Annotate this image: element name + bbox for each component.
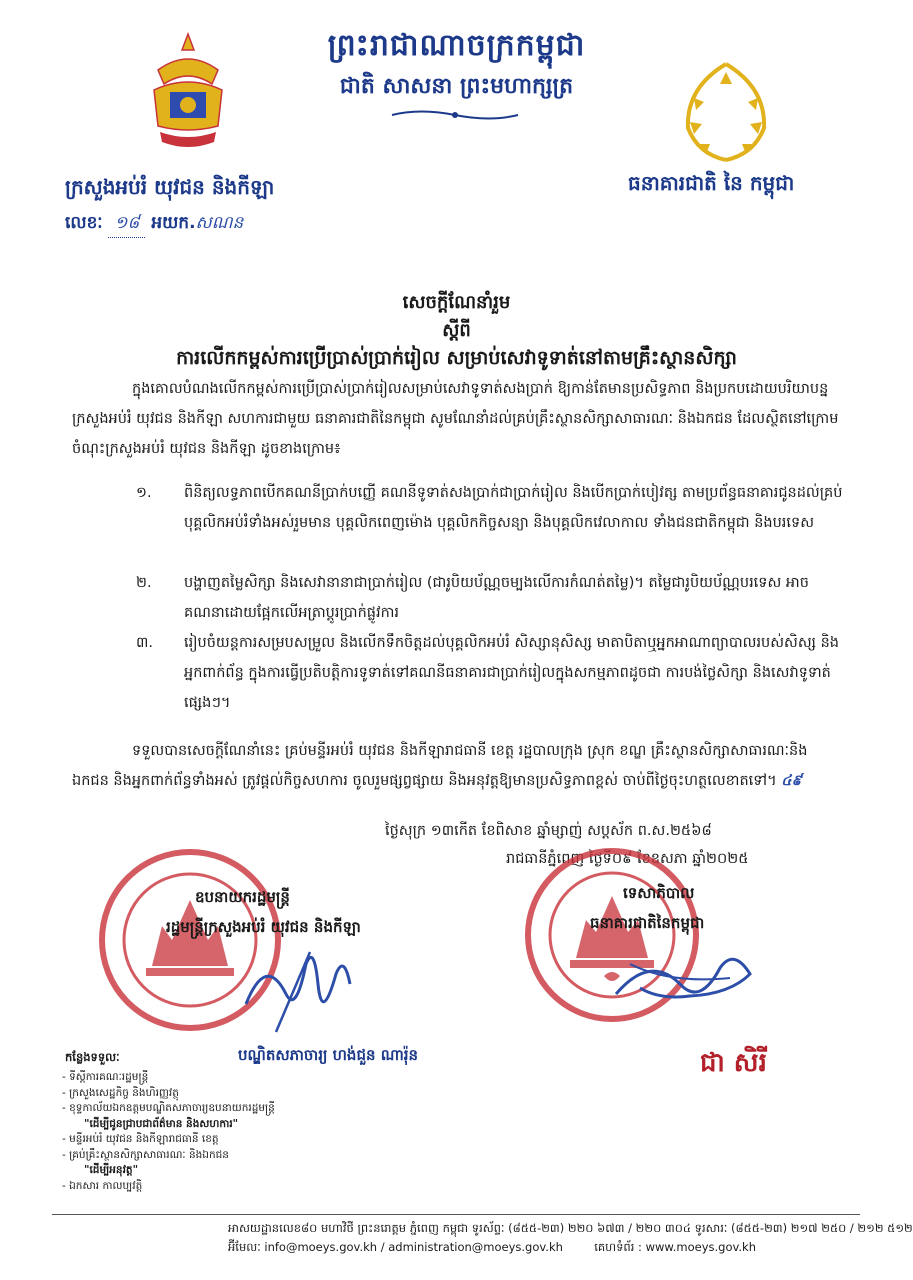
ref-suffix-value: សណន bbox=[195, 213, 244, 233]
footer-divider bbox=[52, 1214, 860, 1215]
right-signatory-title: ទេសាភិបាល bbox=[623, 884, 695, 902]
left-signatory-role: រដ្ឋមន្ត្រីក្រសួងអប់រំ យុវជន និងកីឡា bbox=[166, 918, 361, 936]
list-item: "ដើម្បីអនុវត្ត" bbox=[84, 1164, 139, 1176]
list-item: - ទីស្ដីការគណៈរដ្ឋមន្ត្រី bbox=[62, 1071, 149, 1083]
ornament-divider bbox=[390, 108, 520, 122]
list-item: - មន្ទីរអប់រំ យុវជន និងកីឡារាជធានី ខេត្ត bbox=[62, 1133, 219, 1145]
left-signatory-title: ឧបនាយករដ្ឋមន្ត្រី bbox=[195, 888, 290, 906]
list-item-number: ១. bbox=[136, 485, 152, 501]
email-label: អ៊ីមែលៈ bbox=[228, 1240, 261, 1254]
doc-title-type: សេចក្ដីណែនាំរួម bbox=[402, 292, 511, 313]
list-item: - ខុទ្ទកាល័យឯកឧត្តមបណ្ឌិតសភាចារ្យឧបនាយករដ្ឋមន្ត្រី bbox=[62, 1102, 275, 1114]
closing-paragraph bbox=[72, 736, 842, 796]
list-item: - គ្រប់គ្រឹះស្ថានសិក្សាសាធារណៈ និងឯកជន bbox=[62, 1148, 229, 1161]
doc-title-subject: ការលើកកម្ពស់ការប្រើប្រាស់ប្រាក់រៀល សម្រាប់សេវាទូទាត់នៅតាមគ្រឹះស្ថានសិក្សា bbox=[176, 347, 737, 369]
list-item bbox=[136, 478, 846, 538]
intro-paragraph: ក្នុងគោលបំណងលើកកម្ពស់ការប្រើប្រាស់ប្រាក់រៀលសម្រាប់សេវាទូទាត់សងប្រាក់ ឱ្យកាន់តែមានប្រសិទ្ធភាព និងប្រកបដោយបរិយាបន្ន ក្រសួងអប់រំ យុវជន និងកីឡា សហការជាមួយ ធនាគារជាតិនៃកម្ពុជា សូមណែនាំដល់គ្រប់គ្រឹះស្ថានសិក្សាសាធារណៈ និងឯកជន ដែលស្ថិតនៅក្រោមចំណុះក្រសួងអប់រំ យុវជន និងកីឡា ដូចខាងក្រោម៖ bbox=[72, 381, 839, 457]
list-item: - ឯកសារ កាលប្បវត្តិ bbox=[62, 1179, 143, 1192]
left-signature bbox=[236, 944, 356, 1036]
list-item-number: ៣. bbox=[136, 635, 153, 651]
website-label: គេហទំព័រ : bbox=[594, 1240, 642, 1254]
footer-address: អាសយដ្ឋានលេខ៨០ មហាវិថី ព្រះនរោត្តម ភ្នំពេញ កម្ពុជា ទូរស័ព្ទៈ (៨៥៥-២៣) ២២០ ៦៧៣ / ២២០ ៣០៤ ទូរសារៈ (៨៥៥-២៣) ២១៧ ២៥០ / ២១២ ៥១២ bbox=[228, 1221, 913, 1235]
list-item bbox=[136, 568, 846, 628]
footer-contacts bbox=[228, 1240, 756, 1257]
list-item: "ដើម្បីជូនជ្រាបជាព័ត៌មាន និងសហការ" bbox=[84, 1117, 239, 1130]
recipients-list bbox=[62, 1070, 275, 1194]
doc-title-about: ស្ដីពី bbox=[442, 320, 471, 341]
reference-line bbox=[65, 212, 243, 238]
right-signature bbox=[610, 944, 760, 1014]
closing-handwritten-mark: ៤៩ bbox=[781, 773, 802, 789]
list-item bbox=[136, 628, 846, 718]
list-item: - ក្រសួងសេដ្ឋកិច្ច និងហិរញ្ញវត្ថុ bbox=[62, 1086, 179, 1099]
ref-suffix-label: អយក. bbox=[151, 213, 196, 233]
recipients-title: កន្លែងទទួលៈ bbox=[65, 1050, 120, 1064]
ministry-name: ក្រសួងអប់រំ យុវជន និងកីឡា bbox=[65, 175, 275, 199]
solar-date: រាជធានីភ្នំពេញ ថ្ងៃទី០៩ ខែឧសភា ឆ្នាំ២០២៥ bbox=[506, 851, 749, 867]
website-link[interactable]: www.moeys.gov.kh bbox=[645, 1240, 756, 1254]
kingdom-title: ព្រះរាជាណាចក្រកម្ពុជា bbox=[327, 28, 586, 63]
email-link[interactable]: info@moeys.gov.kh / administration@moeys.gov.kh bbox=[264, 1240, 563, 1254]
national-motto: ជាតិ សាសនា ព្រះមហាក្សត្រ bbox=[339, 74, 574, 99]
right-signatory-role: ធនាគារជាតិនៃកម្ពុជា bbox=[590, 914, 705, 932]
ref-label: លេខៈ bbox=[65, 213, 103, 233]
bank-name: ធនាគារជាតិ នៃ កម្ពុជា bbox=[628, 171, 795, 195]
list-item-text: បង្ហាញតម្លៃសិក្សា និងសេវានានាជាប្រាក់រៀល (ជារូបិយប័ណ្ណចម្បងលើការកំណត់តម្លៃ)។ តម្លៃជារូបិយប័ណ្ណបរទេស អាចគណនាដោយផ្អែកលើអត្រាប្ដូរប្រាក់ផ្លូវការ bbox=[184, 575, 809, 621]
list-item-text: ពិនិត្យលទ្ធភាពបើកគណនីប្រាក់បញ្ញើ គណនីទូទាត់សងប្រាក់ជាប្រាក់រៀល និងបើកប្រាក់បៀវត្ស តាមប្រព័ន្ធធនាគារជូនដល់គ្រប់បុគ្គលិកអប់រំទាំងអស់រួមមាន បុគ្គលិកពេញម៉ោង បុគ្គលិកកិច្ចសន្យា និងបុគ្គលិកវេលាកាល ទាំងជនជាតិកម្ពុជា និងបរទេស bbox=[184, 485, 843, 531]
list-item-text: រៀបចំយន្តការសម្របសម្រួល និងលើកទឹកចិត្តដល់បុគ្គលិកអប់រំ សិស្សានុសិស្ស មាតាបិតាឬអ្នកអាណាព្យាបាលរបស់សិស្ស និងអ្នកពាក់ព័ន្ធ ក្នុងការធ្វើប្រតិបត្តិការទូទាត់ទៅគណនីធនាគារជាប្រាក់រៀលក្នុងសកម្មភាពដូចជា ការបង់ថ្លៃសិក្សា និងសេវាទូទាត់ផ្សេងៗ។ bbox=[184, 635, 840, 711]
ref-number: ១៨ bbox=[108, 212, 145, 238]
lunar-date: ថ្ងៃសុក្រ ១៣កើត ខែពិសាខ ឆ្នាំម្សាញ់ សប្តស័ក ព.ស.២៥៦៨ bbox=[385, 823, 712, 839]
list-item-number: ២. bbox=[136, 575, 152, 591]
right-signatory-name: ជា សិរី bbox=[700, 1048, 767, 1078]
left-signatory-name: បណ្ឌិតសភាចារ្យ ហង់ជួន ណារ៉ុន bbox=[238, 1046, 419, 1064]
closing-text: ទទួលបានសេចក្ដីណែនាំនេះ គ្រប់មន្ទីរអប់រំ យុវជន និងកីឡារាជធានី ខេត្ត រដ្ឋបាលក្រុង ស្រុក ខណ្ឌ គ្រឹះស្ថានសិក្សាសាធារណៈនិងឯកជន និងអ្នកពាក់ព័ន្ធទាំងអស់ ត្រូវផ្ដល់កិច្ចសហការ ចូលរួមផ្សព្វផ្សាយ និងអនុវត្តឱ្យមានប្រសិទ្ធភាពខ្ពស់ ចាប់ពីថ្ងៃចុះហត្ថលេខាតទៅ។ bbox=[72, 743, 808, 789]
